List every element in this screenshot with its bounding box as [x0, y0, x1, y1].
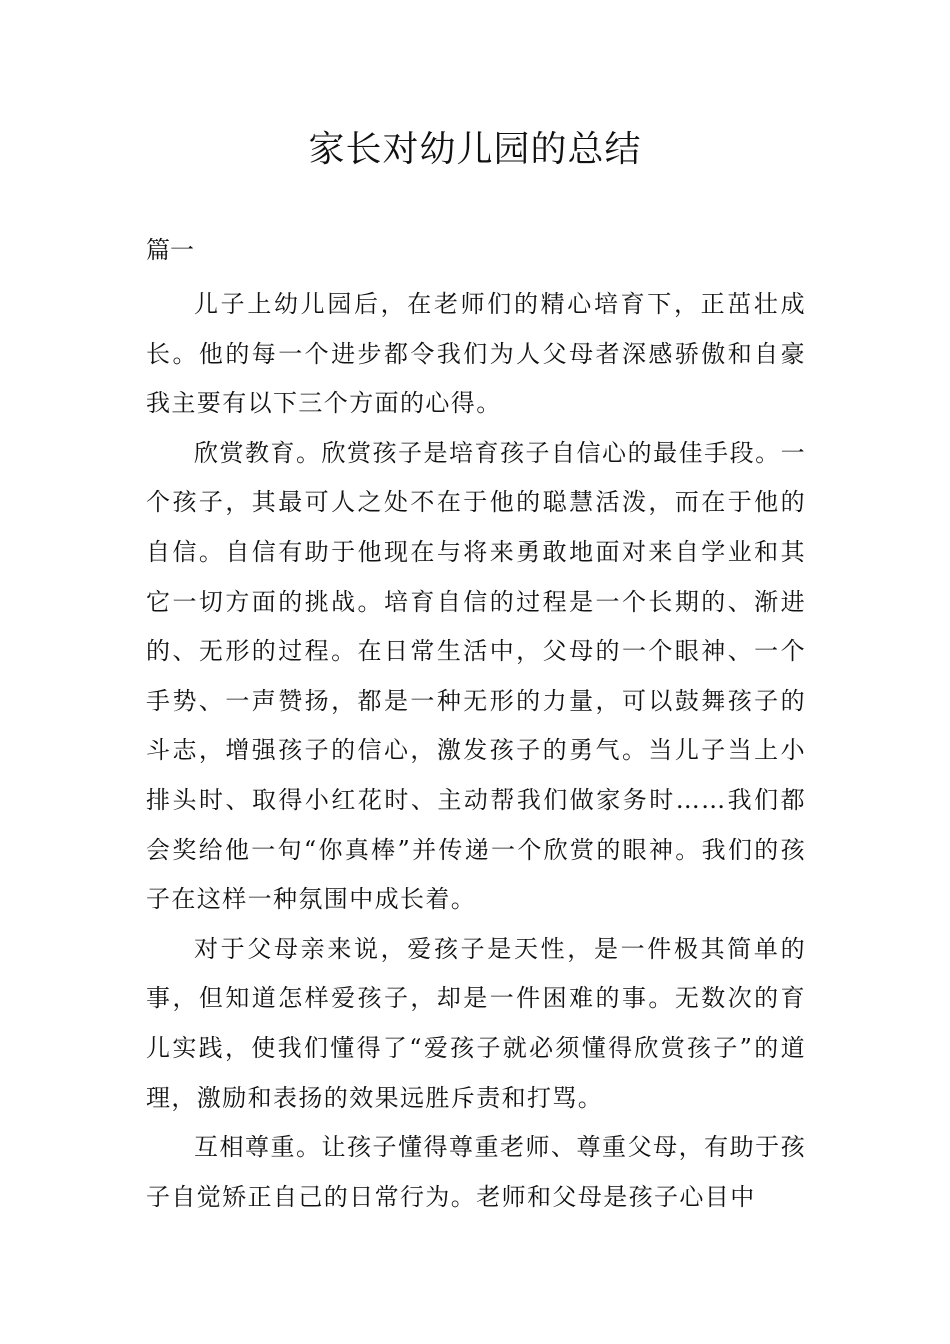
- paragraph-1: 儿子上幼儿园后，在老师们的精心培育下，正茁壮成长。他的每一个进步都令我们为人父母者深感骄傲和自豪我主要有以下三个方面的心得。: [146, 290, 806, 418]
- paragraph-2: 欣赏教育。欣赏孩子是培育孩子自信心的最佳手段。一个孩子，其最可人之处不在于他的聪慧活泼，而在于他的自信。自信有助于他现在与将来勇敢地面对来自学业和其它一切方面的挑战。培育自信的过程是一个长期的、渐进的、无形的过程。在日常生活中，父母的一个眼神、一个手势、一声赞扬，都是一种无形的力量，可以鼓舞孩子的斗志，增强孩子的信心，激发孩子的勇气。当儿子当上小排头时、取得小红花时、主动帮我们做家务时……我们都会奖给他一句“你真棒”并传递一个欣赏的眼神。我们的孩子在这样一种氛围中成长着。: [146, 438, 806, 914]
- paragraph-4: 互相尊重。让孩子懂得尊重老师、尊重父母，有助于孩子自觉矫正自己的日常行为。老师和父母是孩子心目中: [146, 1133, 806, 1211]
- paragraph-3: 对于父母亲来说，爱孩子是天性，是一件极其简单的事，但知道怎样爱孩子，却是一件困难的事。无数次的育儿实践，使我们懂得了“爱孩子就必须懂得欣赏孩子”的道理，激励和表扬的效果远胜斥责和打骂。: [146, 934, 806, 1112]
- document-title: 家长对幼儿园的总结: [308, 129, 642, 170]
- document-body: [146, 280, 806, 1222]
- section-label: 篇一: [146, 236, 194, 264]
